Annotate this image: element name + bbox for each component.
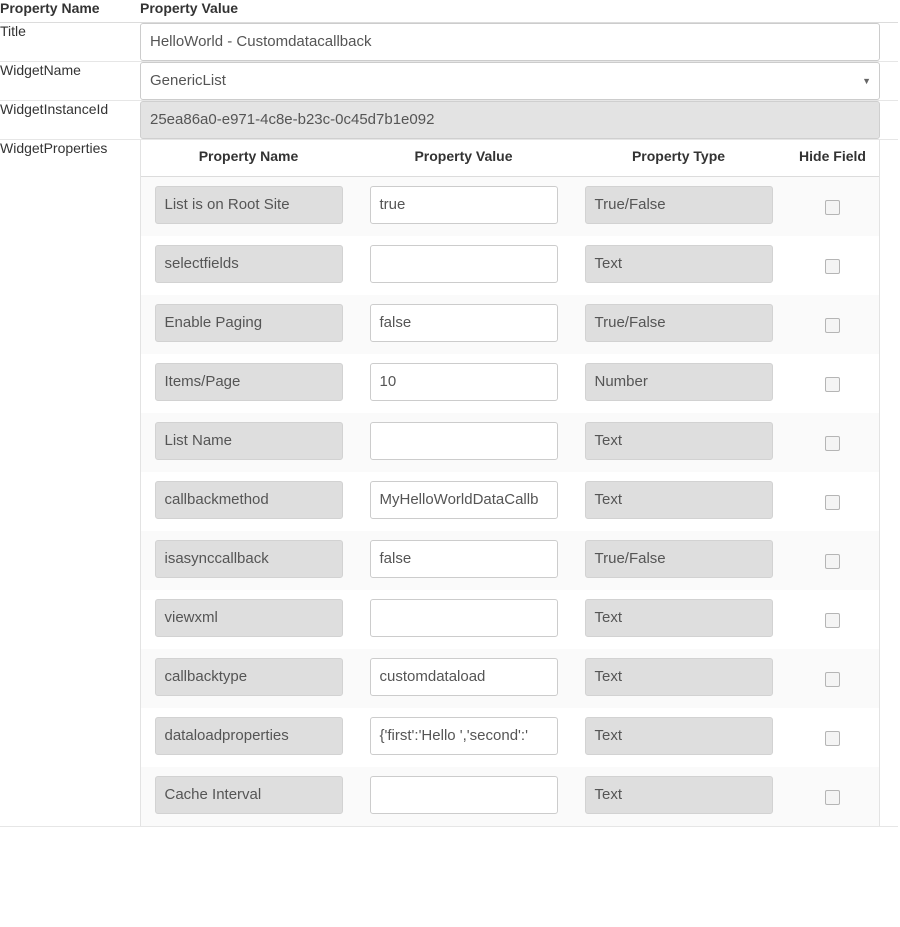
- wp-hide-checkbox[interactable]: [825, 495, 840, 510]
- wp-type-cell: [571, 590, 786, 649]
- wp-hide-cell: [786, 590, 879, 649]
- wp-type-input[interactable]: Text: [585, 658, 773, 696]
- wp-name-cell: [141, 177, 356, 237]
- property-table-head: [0, 0, 898, 23]
- table-row: [141, 531, 879, 590]
- wp-name-cell: [141, 472, 356, 531]
- wp-type-input[interactable]: True/False: [585, 186, 773, 224]
- row-field-widgetname: [140, 62, 898, 101]
- wp-name-cell: [141, 354, 356, 413]
- wp-hide-checkbox[interactable]: [825, 377, 840, 392]
- wp-value-cell: [356, 177, 571, 237]
- wp-type-cell: [571, 472, 786, 531]
- wp-type-input[interactable]: Text: [585, 422, 773, 460]
- wp-hide-checkbox[interactable]: [825, 318, 840, 333]
- table-row: [0, 23, 898, 62]
- table-row: [141, 590, 879, 649]
- table-row: [141, 295, 879, 354]
- wp-hide-checkbox[interactable]: [825, 554, 840, 569]
- wp-name-input[interactable]: Items/Page: [155, 363, 343, 401]
- wp-value-input[interactable]: {'first':'Hello ','second':': [370, 717, 558, 755]
- widget-properties-header-row: [141, 140, 879, 177]
- wp-hide-checkbox[interactable]: [825, 731, 840, 746]
- wp-type-input[interactable]: Text: [585, 245, 773, 283]
- wp-type-cell: [571, 236, 786, 295]
- wp-hide-cell: [786, 354, 879, 413]
- widget-properties-table: [141, 140, 879, 826]
- table-row: [141, 649, 879, 708]
- widgetname-select[interactable]: [140, 62, 880, 100]
- wp-value-cell: [356, 649, 571, 708]
- wp-type-input[interactable]: Text: [585, 717, 773, 755]
- wp-name-cell: [141, 590, 356, 649]
- wp-hide-cell: [786, 767, 879, 826]
- wp-value-cell: [356, 354, 571, 413]
- row-label-title: Title: [0, 23, 140, 62]
- wp-hide-checkbox[interactable]: [825, 259, 840, 274]
- wp-type-input[interactable]: True/False: [585, 304, 773, 342]
- wp-value-cell: [356, 590, 571, 649]
- header-wp-hide: Hide Field: [786, 140, 879, 177]
- wp-type-cell: [571, 649, 786, 708]
- wp-type-cell: [571, 708, 786, 767]
- wp-name-input[interactable]: viewxml: [155, 599, 343, 637]
- table-row: [141, 767, 879, 826]
- table-row: [141, 708, 879, 767]
- wp-name-input[interactable]: Cache Interval: [155, 776, 343, 814]
- widget-properties-body: [141, 177, 879, 827]
- wp-name-cell: [141, 531, 356, 590]
- wp-type-cell: [571, 295, 786, 354]
- wp-hide-cell: [786, 295, 879, 354]
- wp-name-input[interactable]: List Name: [155, 422, 343, 460]
- wp-value-input[interactable]: 10: [370, 363, 558, 401]
- wp-value-input[interactable]: customdataload: [370, 658, 558, 696]
- wp-name-cell: [141, 413, 356, 472]
- widget-properties-head: [141, 140, 879, 177]
- wp-hide-cell: [786, 413, 879, 472]
- wp-value-cell: [356, 708, 571, 767]
- wp-hide-cell: [786, 177, 879, 237]
- wp-value-input[interactable]: [370, 422, 558, 460]
- table-row: [141, 472, 879, 531]
- header-wp-type: Property Type: [571, 140, 786, 177]
- wp-value-cell: [356, 236, 571, 295]
- wp-type-cell: [571, 767, 786, 826]
- wp-type-cell: [571, 413, 786, 472]
- chevron-down-icon: ▼: [862, 76, 871, 86]
- wp-name-cell: [141, 649, 356, 708]
- wp-value-cell: [356, 413, 571, 472]
- widgetinstanceid-input: 25ea86a0-e971-4c8e-b23c-0c45d7b1e092: [140, 101, 880, 139]
- wp-name-input[interactable]: selectfields: [155, 245, 343, 283]
- wp-hide-cell: [786, 649, 879, 708]
- wp-hide-cell: [786, 236, 879, 295]
- wp-type-cell: [571, 354, 786, 413]
- widget-properties-grid: [140, 140, 880, 826]
- wp-value-cell: [356, 295, 571, 354]
- wp-name-input[interactable]: isasynccallback: [155, 540, 343, 578]
- wp-type-cell: [571, 177, 786, 237]
- wp-hide-cell: [786, 531, 879, 590]
- wp-name-cell: [141, 295, 356, 354]
- row-label-widgetname: WidgetName: [0, 62, 140, 101]
- row-field-widgetinstanceid: [140, 101, 898, 140]
- table-row: [141, 354, 879, 413]
- wp-hide-checkbox[interactable]: [825, 672, 840, 687]
- wp-name-input[interactable]: Enable Paging: [155, 304, 343, 342]
- wp-hide-checkbox[interactable]: [825, 613, 840, 628]
- wp-hide-checkbox[interactable]: [825, 436, 840, 451]
- table-row: [141, 413, 879, 472]
- wp-value-input[interactable]: [370, 599, 558, 637]
- wp-name-cell: [141, 767, 356, 826]
- table-row: [0, 140, 898, 827]
- wp-type-input[interactable]: True/False: [585, 540, 773, 578]
- row-label-widgetproperties: WidgetProperties: [0, 140, 140, 827]
- wp-name-input[interactable]: callbackmethod: [155, 481, 343, 519]
- wp-value-input[interactable]: [370, 776, 558, 814]
- widgetname-select-value[interactable]: GenericList: [140, 62, 880, 100]
- row-field-title: [140, 23, 898, 62]
- wp-hide-checkbox[interactable]: [825, 790, 840, 805]
- row-field-widgetproperties: [140, 140, 898, 827]
- wp-value-cell: [356, 767, 571, 826]
- wp-value-cell: [356, 531, 571, 590]
- table-row: [0, 62, 898, 101]
- wp-name-input[interactable]: List is on Root Site: [155, 186, 343, 224]
- wp-name-input[interactable]: dataloadproperties: [155, 717, 343, 755]
- row-label-widgetinstanceid: WidgetInstanceId: [0, 101, 140, 140]
- wp-name-cell: [141, 708, 356, 767]
- header-wp-name: Property Name: [141, 140, 356, 177]
- wp-value-input[interactable]: false: [370, 304, 558, 342]
- wp-name-cell: [141, 236, 356, 295]
- wp-value-input[interactable]: false: [370, 540, 558, 578]
- title-input[interactable]: HelloWorld - Customdatacallback: [140, 23, 880, 61]
- wp-value-cell: [356, 472, 571, 531]
- wp-type-input[interactable]: Number: [585, 363, 773, 401]
- table-row: [141, 236, 879, 295]
- wp-type-input[interactable]: Text: [585, 481, 773, 519]
- wp-type-cell: [571, 531, 786, 590]
- table-row: [141, 177, 879, 237]
- header-property-name: Property Name: [0, 0, 140, 23]
- wp-type-input[interactable]: Text: [585, 776, 773, 814]
- wp-name-input[interactable]: callbacktype: [155, 658, 343, 696]
- header-wp-value: Property Value: [356, 140, 571, 177]
- table-row: [0, 101, 898, 140]
- property-table-body: [0, 23, 898, 827]
- header-property-value: Property Value: [140, 0, 898, 23]
- wp-type-input[interactable]: Text: [585, 599, 773, 637]
- wp-hide-cell: [786, 708, 879, 767]
- wp-value-input[interactable]: [370, 245, 558, 283]
- wp-value-input[interactable]: true: [370, 186, 558, 224]
- wp-value-input[interactable]: MyHelloWorldDataCallb: [370, 481, 558, 519]
- property-table-header-row: [0, 0, 898, 23]
- wp-hide-checkbox[interactable]: [825, 200, 840, 215]
- wp-hide-cell: [786, 472, 879, 531]
